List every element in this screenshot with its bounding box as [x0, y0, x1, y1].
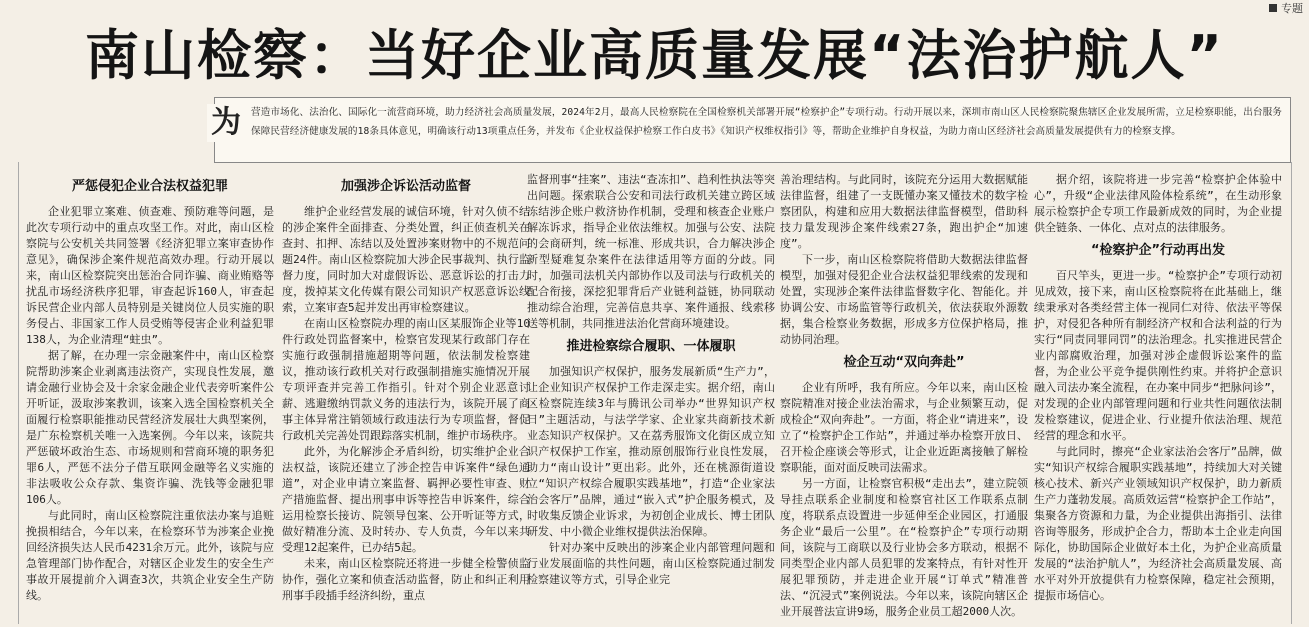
article-column-5 [1034, 172, 1282, 622]
section-heading: 推进检察综合履职、一体履职 [566, 339, 736, 354]
page-title: 南山检察：当好企业高质量发展“法治护航人” [85, 24, 1224, 87]
section-heading: 检企互动“双向奔赴” [843, 355, 965, 370]
section-tag-label: 专题 [1281, 2, 1303, 15]
paragraph: 善治理结构。与此同时，该院充分运用大数据赋能法律监督，组建了一支既懂办案又懂技术的数字检察团队，构建和应用大数据法律监督模型，借助科技力量发现涉企案件线索27条，跑出护企“加速度”。 [780, 173, 1028, 250]
section-tag [1269, 0, 1303, 16]
intro-text: 营造市场化、法治化、国际化一流营商环境，助力经济社会高质量发展，2024年2月，最高人民检察院在全国检察机关部署开展“检察护企”专项行动。行动开展以来，深圳市南山区人民检察院聚焦辖区企业发展所需，立足检察职能，出台服务保障民营经济健康发展的18条具体意见，明确该行动13项重点任务，并发布《企业权益保护检察工作白皮书》《知识产权维权指引》等，帮助企业维护自身权益，为助力南山区经济社会高质量发展提供有力的检察支撑。 [251, 107, 1282, 137]
section-heading: 严惩侵犯企业合法权益犯罪 [71, 179, 228, 194]
section-heading: “检察护企”行动再出发 [1090, 243, 1226, 258]
paragraph: 百尺竿头，更进一步。“检察护企”专项行动初见成效，接下来，南山区检察院将在此基础上，继续秉承对各类经营主体一视同仁对待、依法平等保护，对侵犯各种所有制经济产权和合法利益的行为实行“同责同罪同罚”的法治理念。扎实推进民营企业内部腐败治理，加强对涉企虚假诉讼案件的监督，为企业公平竞争提供刚性约束。并将护企意识融入司法办案全流程，在办案中同步“把脉问诊”，对发现的企业内部管理问题和行业共性问题依法制发检察建议，促进企业、行业提升依法治理、规范经营的理念和水平。 [1034, 269, 1282, 442]
paragraph: 另一方面，让检察官积极“走出去”，建立院领导挂点联系企业制度和检察官社区工作联系点制度，将联系点设置进一步延伸至企业园区，打通服务企业“最后一公里”。在“检察护企”专项行动期间，该院与工商联以及行业协会多方联动，根据不同类型企业内部人员犯罪的发案特点，有针对性开展犯罪预防，并走进企业开展“订单式”精准普法、“沉浸式”案例说法。今年以来，该院向辖区企业开展普法宣讲9场，服务企业员工超2000人次。 [780, 477, 1028, 618]
paragraph: 在南山区检察院办理的南山区某服饰企业等10件行政处罚监督案中，检察官发现某行政部门存在实施行政强制措施超期等问题，依法制发检察建议，推动该行政机关对行政强制措施实施情况开展专项评查并完善工作指引。针对个别企业恶意讨薪、逃避缴纳罚款义务的违法行为，该院开展了商事主体异常注销领域行政违法行为专项监督，督促行政机关完善处罚跟踪落实机制，维护市场秩序。 [282, 317, 530, 442]
paragraph: 维护企业经营发展的诚信环境，针对久侦不结的涉企案件全面排查、分类处置，纠正侦查机关在查封、扣押、冻结以及处置涉案财物中的不规范问题24件。南山区检察院加大涉企民事裁判、执行监督力度，同时加大对虚假诉讼、恶意诉讼的打击力度，拨掉某文化传媒有限公司知识产权恶意诉讼线索，立案审查5起并发出再审检察建议。 [282, 205, 530, 314]
intro-box [211, 97, 1291, 163]
paragraph: 未来，南山区检察院还将进一步健全检警侦监协作，强化立案和侦查活动监督，防止和纠正利用刑事手段插手经济纠纷，重点 [282, 557, 530, 602]
article-column-4 [780, 172, 1028, 622]
section-heading: 加强涉企诉讼活动监督 [340, 179, 471, 194]
section-header [0, 0, 1309, 14]
article-column-2 [282, 172, 530, 622]
paragraph: 与此同时，南山区检察院注重依法办案与追赃挽损相结合，今年以来，在检察环节为涉案企业挽回经济损失达人民币4231余万元。此外，该院与应急管理部门协作配合，对辖区企业发生的安全生产事故开展提前介入调查3次，共筑企业安全生产防线。 [26, 509, 274, 602]
paragraph: 监督刑事“挂案”、违法“查冻扣”、趋利性执法等突出问题。探索联合公安和司法行政机关建立跨区域冻结涉企账户救济协作机制，受理和核查企业账户解冻诉求，指导企业依法维权。加强与公安、法院的会商研判，统一标准、形成共识，合力解决涉企新型疑难复杂案件在法律适用等方面的分歧。同时，加强司法机关内部协作以及司法与行政机关的配合衔接，深挖犯罪背后产业链利益链，协同联动推动综合治理，完善信息共享、案件通报、线索移送等机制，共同推进法治化营商环境建设。 [527, 173, 775, 330]
paragraph: 与此同时，擦亮“企业家法治会客厅”品牌，做实“知识产权综合履职实践基地”，持续加大对关键核心技术、新兴产业领域知识产权保护，助力新质生产力蓬勃发展。高质效运营“检察护企工作站”，集聚各方资源和力量，为企业提供出海指引、法律咨询等服务，形成护企合力，帮助本土企业走向国际化，协助国际企业做好本土化，为护企业高质量发展的“法治护航人”，为经济社会高质量发展、高水平对外开放提供有力检察保障，稳定社会预期，提振市场信心。 [1034, 445, 1282, 602]
article-column-1 [26, 172, 274, 622]
paragraph: 企业有所呼，我有所应。今年以来，南山区检察院精准对接企业法治需求，与企业频繁互动，促成检企“双向奔赴”。一方面，将企业“请进来”，设立了“检察护企工作站”，并通过举办检察开放日、召开检企座谈会等形式，让企业近距离接触了解检察职能，面对面反映司法需求。 [780, 381, 1028, 474]
paragraph: 企业犯罪立案难、侦查难、预防难等问题，是此次专项行动中的重点攻坚工作。对此，南山区检察院与公安机关共同签署《经济犯罪立案审查协作意见》，确保涉企案件规范高效办理。行动开展以来，南山区检察院突出惩治合同诈骗、商业贿赂等扰乱市场经济秩序犯罪，审查起诉160人，审查起诉民营企业内部人员特别是关键岗位人员实施的职务侵占、非国家工作人员受贿等侵害企业利益犯罪138人，为企业清理“蛀虫”。 [26, 205, 274, 346]
paragraph: 下一步，南山区检察院将借助大数据法律监督模型，加强对侵犯企业合法权益犯罪线索的发现和处置，实现涉企案件法律监督数字化、智能化。并协调公安、市场监管等行政机关，依法获取外源数据，集合检察业务数据，形成多方位保护格局，推动协同治理。 [780, 253, 1028, 346]
article-column-3 [527, 172, 775, 622]
paragraph: 据了解，在办理一宗金融案件中，南山区检察院帮助涉案企业剥离违法资产，实现良性发展，邀请金融行业协会及十余家金融企业代表旁听案件公开听证，汲取涉案教训，该案入选全国检察机关全面履行检察职能推动民营经济发展壮大典型案例，是广东检察机关唯一入选案例。今年以来，该院共严惩破坏政治生态、市场规则和营商环境的职务犯罪6人，严惩不法分子借互联网金融等名义实施的非法吸收公众存款、集资诈骗、洗钱等金融犯罪106人。 [26, 349, 274, 506]
paragraph: 针对办案中反映出的涉案企业内部管理问题和行业发展面临的共性问题，南山区检察院通过制发检察建议等方式，引导企业完 [527, 541, 775, 586]
paragraph: 加强知识产权保护，服务发展新质“生产力”，让企业知识产权保护工作走深走实。据介绍，南山区检察院连续3年与腾讯公司举办“世界知识产权日”主题活动，与法学学家、企业家共商新技术新业态知识产权保护。又在荔秀服饰文化街区成立知识产权保护工作室，推动原创服饰行业良性发展，助力“南山设计”更出彩。此外，还在桃源街道设立“知识产权综合履职实践基地”，打造“企业家法治会客厅”品牌，通过“嵌入式”护企服务模式，及时收集反馈企业诉求，为初创企业成长、博士团队研发、中小微企业维权提供法治保障。 [527, 365, 775, 538]
square-icon [1269, 4, 1277, 12]
paragraph: 此外，为化解涉企矛盾纠纷，切实维护企业合法权益，该院还建立了涉企控告申诉案件“绿色通道”，对企业申请立案监督、羁押必要性审查、财产措施监督、提出刑事申诉等控告申诉案件，综合运用检察长接访、院领导包案、公开听证等方式，做好精准分流、及时转办、专人负责，今年以来共受理12起案件，已办结5起。 [282, 445, 530, 554]
paragraph: 据介绍，该院将进一步完善“检察护企体验中心”，升级“企业法律风险体检系统”，在生动形象展示检察护企专项工作最新成效的同时，为企业提供全链条、一体化、点对点的法律服务。 [1034, 173, 1282, 234]
intro-drop-cap: 为 [207, 104, 245, 142]
